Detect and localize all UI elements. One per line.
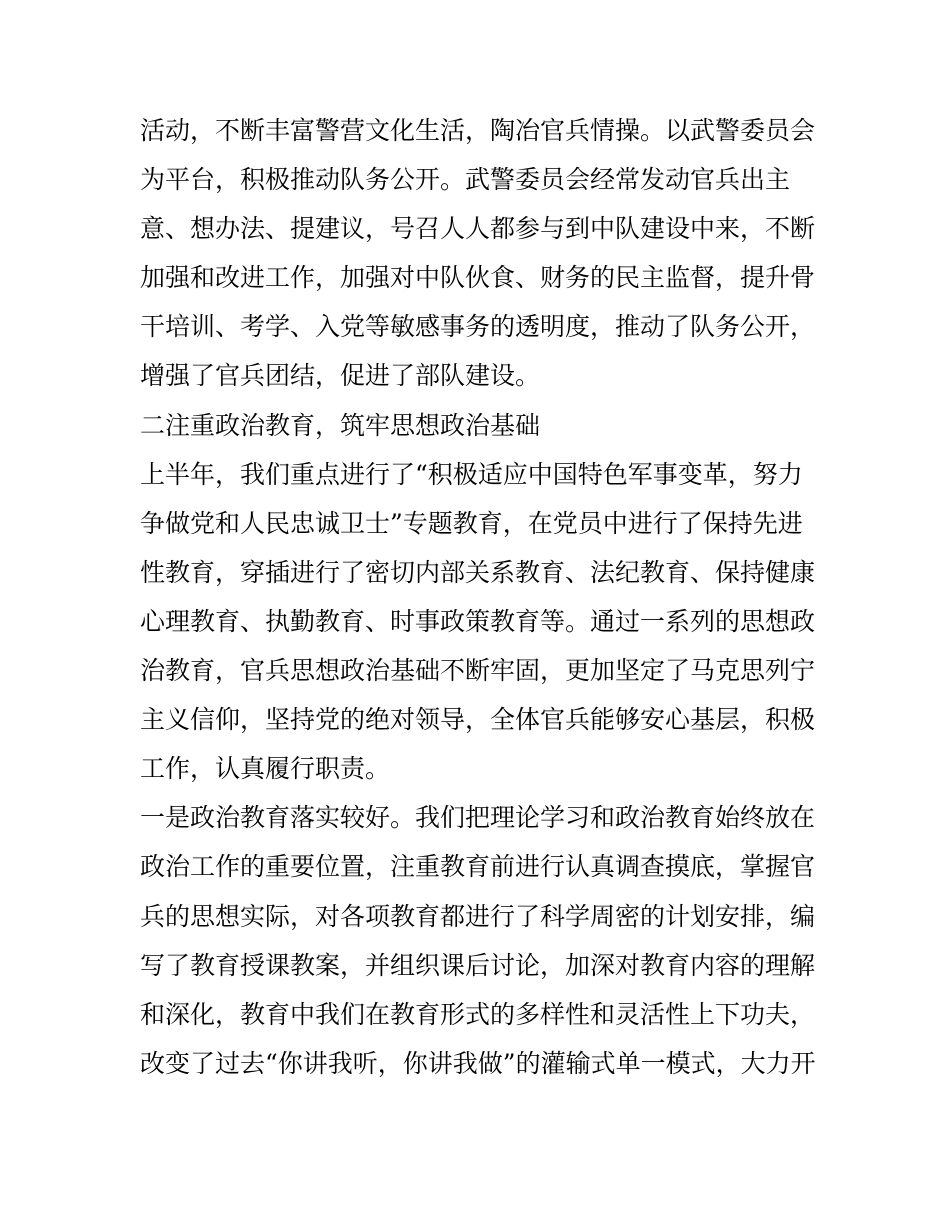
- text-line: 干培训、考学、入党等敏感事务的透明度，推动了队务公开，: [140, 312, 816, 342]
- text-line: 意、想办法、提建议，号召人人都参与到中队建设中来，不断: [140, 214, 816, 244]
- section-heading: 二注重政治教育，筑牢思想政治基础: [140, 410, 541, 440]
- text-line: 性教育，穿插进行了密切内部关系教育、法纪教育、保持健康: [140, 557, 816, 587]
- text-line: 写了教育授课教案，并组织课后讨论，加深对教育内容的理解: [140, 950, 816, 980]
- text-line: 为平台，积极推动队务公开。武警委员会经常发动官兵出主: [140, 165, 791, 195]
- body-text: [140, 106, 820, 1088]
- text-line: 上半年，我们重点进行了“积极适应中国特色军事变革，努力: [140, 459, 803, 489]
- text-line: 工作，认真履行职责。: [140, 754, 391, 784]
- text-line: 主义信仰，坚持党的绝对领导，全体官兵能够安心基层，积极: [140, 705, 816, 735]
- text-line: 改变了过去“你讲我听，你讲我做”的灌输式单一模式，大力开: [140, 1048, 816, 1078]
- text-line: 活动，不断丰富警营文化生活，陶冶官兵情操。以武警委员会: [140, 116, 816, 145]
- text-line: 加强和改进工作，加强对中队伙食、财务的民主监督，提升骨: [140, 263, 816, 293]
- text-line: 治教育，官兵思想政治基础不断牢固，更加坚定了马克思列宁: [140, 656, 816, 686]
- text-line: 心理教育、执勤教育、时事政策教育等。通过一系列的思想政: [140, 606, 816, 636]
- text-line: 争做党和人民忠诚卫士”专题教育，在党员中进行了保持先进: [140, 508, 803, 538]
- text-line: 兵的思想实际，对各项教育都进行了科学周密的计划安排，编: [140, 901, 816, 931]
- text-line: 和深化，教育中我们在教育形式的多样性和灵活性上下功夫，: [140, 999, 816, 1029]
- text-line: 增强了官兵团结，促进了部队建设。: [140, 361, 541, 391]
- text-line: 一是政治教育落实较好。我们把理论学习和政治教育始终放在: [140, 803, 816, 833]
- text-line: 政治工作的重要位置，注重教育前进行认真调查摸底，掌握官: [140, 852, 816, 882]
